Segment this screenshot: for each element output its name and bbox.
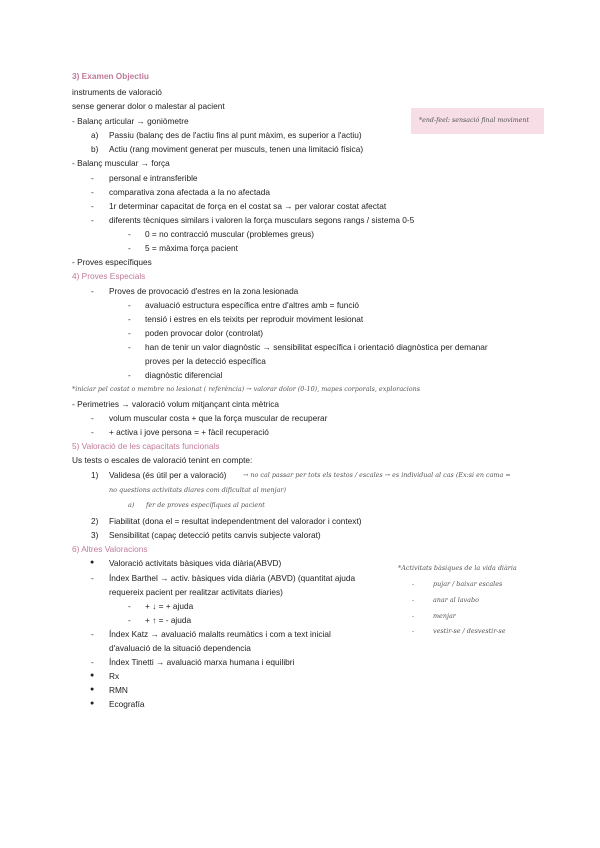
text-line: diferents tècniques similars i valoren la força musculars segons rangs / sistema 0-5	[109, 215, 415, 225]
text-line: 1r determinar capacitat de força en el costat sa → per valorar costat afectat	[109, 201, 387, 211]
text-line: volum muscular costa + que la força muscular de recuperar	[109, 413, 328, 423]
handwritten-aside-item: menjar	[433, 612, 456, 620]
text-line: Fiabilitat (dona el = resultat independentment del valorador i context)	[109, 516, 362, 526]
text-line: comparativa zona afectada a la no afectada	[109, 187, 270, 197]
bullet-icon: ●	[90, 559, 95, 566]
handwritten-note: *end-feel: sensació final moviment	[419, 117, 529, 124]
bullet-icon: ●	[90, 686, 95, 693]
text-line: personal e intransferible	[109, 173, 198, 183]
list-marker: -	[128, 615, 131, 625]
end-feel-note-box	[411, 108, 544, 134]
handwritten-note: *iniciar pel costat o membre no lesionat ( referència) → valorar dolor (0-10), mapes corporals, exploracions	[72, 385, 421, 393]
text-line: Rx	[109, 671, 120, 681]
text-line: - Proves específiques	[72, 257, 152, 267]
text-line: Índex Barthel → activ. bàsiques vida diària (ABVD) (quantitat ajuda	[109, 573, 356, 583]
section-heading-altres-valoracions: 6) Altres Valoracions	[72, 544, 148, 554]
handwritten-note: no questions activitats diares com dificultat al menjar)	[109, 486, 286, 494]
text-line: - Balanç articular → goniòmetre	[72, 116, 189, 126]
handwritten-marker: -	[412, 580, 415, 588]
list-marker: -	[91, 413, 94, 423]
handwritten-marker: -	[412, 596, 415, 604]
text-line: + activa i jove persona = + fàcil recuperació	[109, 427, 269, 437]
text-line: requereix pacient per realitzar activitats diaries)	[109, 587, 283, 597]
text-line: 0 = no contracció muscular (problemes greus)	[145, 229, 315, 239]
list-marker: -	[91, 187, 94, 197]
text-line: Índex Tinetti → avaluació marxa humana i equilibri	[109, 657, 295, 667]
text-line: instruments de valoració	[72, 87, 162, 97]
list-marker: a)	[91, 130, 99, 140]
handwritten-marker: a)	[128, 501, 135, 509]
list-marker: -	[91, 427, 94, 437]
handwritten-aside-item: vestir-se / desvestir-se	[433, 627, 506, 635]
text-line: 5 = màxima força pacient	[145, 243, 238, 253]
text-line: Índex Katz → avaluació malalts reumàtics i com a text inicial	[109, 629, 331, 639]
text-line: Proves de provocació d'estres en la zona lesionada	[109, 286, 299, 296]
text-line: tensió i estres en els teixits per reproduir moviment lesionat	[145, 314, 364, 324]
list-marker: -	[91, 173, 94, 183]
list-marker: -	[128, 314, 131, 324]
text-line: Ecografía	[109, 699, 145, 709]
text-line: proves per la detecció específica	[145, 356, 266, 366]
section-heading-capacitats-funcionals: 5) Valoració de les capacitats funcionals	[72, 441, 220, 451]
text-line: poden provocar dolor (controlat)	[145, 328, 264, 338]
list-marker: -	[128, 229, 131, 239]
bullet-icon: ●	[90, 700, 95, 707]
list-marker: -	[128, 601, 131, 611]
list-marker: -	[128, 342, 131, 352]
list-marker: 2)	[91, 516, 99, 526]
handwritten-marker: -	[412, 627, 415, 635]
section-heading-proves-especials: 4) Proves Especials	[72, 271, 146, 281]
text-line: Sensibilitat (capaç detecció petits canvis subjecte valorat)	[109, 530, 321, 540]
text-line: + ↑ = - ajuda	[145, 615, 192, 625]
text-line: Valoració activitats bàsiques vida diària(ABVD)	[109, 558, 282, 568]
text-line: Actiu (rang moviment generat per musculs, tenen una limitació física)	[109, 144, 364, 154]
handwritten-marker: -	[412, 612, 415, 620]
handwritten-aside-title: *Activitats bàsiques de la vida diària	[398, 564, 517, 572]
list-marker: 1)	[91, 470, 99, 480]
section-heading-examen-objectiu: 3) Examen Objectiu	[72, 71, 150, 81]
text-line: Us tests o escales de valoració tenint en compte:	[72, 455, 253, 465]
list-marker: -	[91, 657, 94, 667]
text-line: d'avaluació de la situació dependencia	[109, 643, 251, 653]
list-marker: -	[91, 215, 94, 225]
list-marker: -	[91, 286, 94, 296]
text-line: - Balanç muscular → força	[72, 158, 170, 168]
list-marker: -	[128, 300, 131, 310]
list-marker: 3)	[91, 530, 99, 540]
text-line: avaluació estructura específica entre d'altres amb = funció	[145, 300, 359, 310]
list-marker: -	[128, 243, 131, 253]
handwritten-note: fer de proves específiques al pacient	[146, 501, 265, 509]
list-marker: -	[91, 201, 94, 211]
bullet-icon: ●	[90, 672, 95, 679]
text-line: - Perimetries → valoració volum mitjançant cinta mètrica	[72, 399, 280, 409]
list-marker: -	[91, 573, 94, 583]
list-marker: -	[128, 370, 131, 380]
text-line: han de tenir un valor diagnòstic → sensibilitat específica i orientació diagnòstica per demanar	[145, 342, 488, 352]
text-line: Passiu (balanç des de l'actiu fins al punt màxim, es superior a l'actiu)	[109, 130, 362, 140]
text-line: RMN	[109, 685, 128, 695]
handwritten-note: → no cal passar per tots els testos / escales → es individual al cas (Ex:si en cama =	[243, 471, 511, 479]
list-marker: -	[128, 328, 131, 338]
handwritten-aside-item: pujar / baixar escales	[433, 580, 503, 588]
handwritten-aside-item: anar al lavabo	[433, 596, 479, 604]
text-line: diagnòstic diferencial	[145, 370, 223, 380]
text-line: Validesa (és útil per a valoració)	[109, 470, 227, 480]
list-marker: b)	[91, 144, 99, 154]
text-line: sense generar dolor o malestar al pacient	[72, 101, 225, 111]
text-line: + ↓ = + ajuda	[145, 601, 194, 611]
list-marker: -	[91, 629, 94, 639]
